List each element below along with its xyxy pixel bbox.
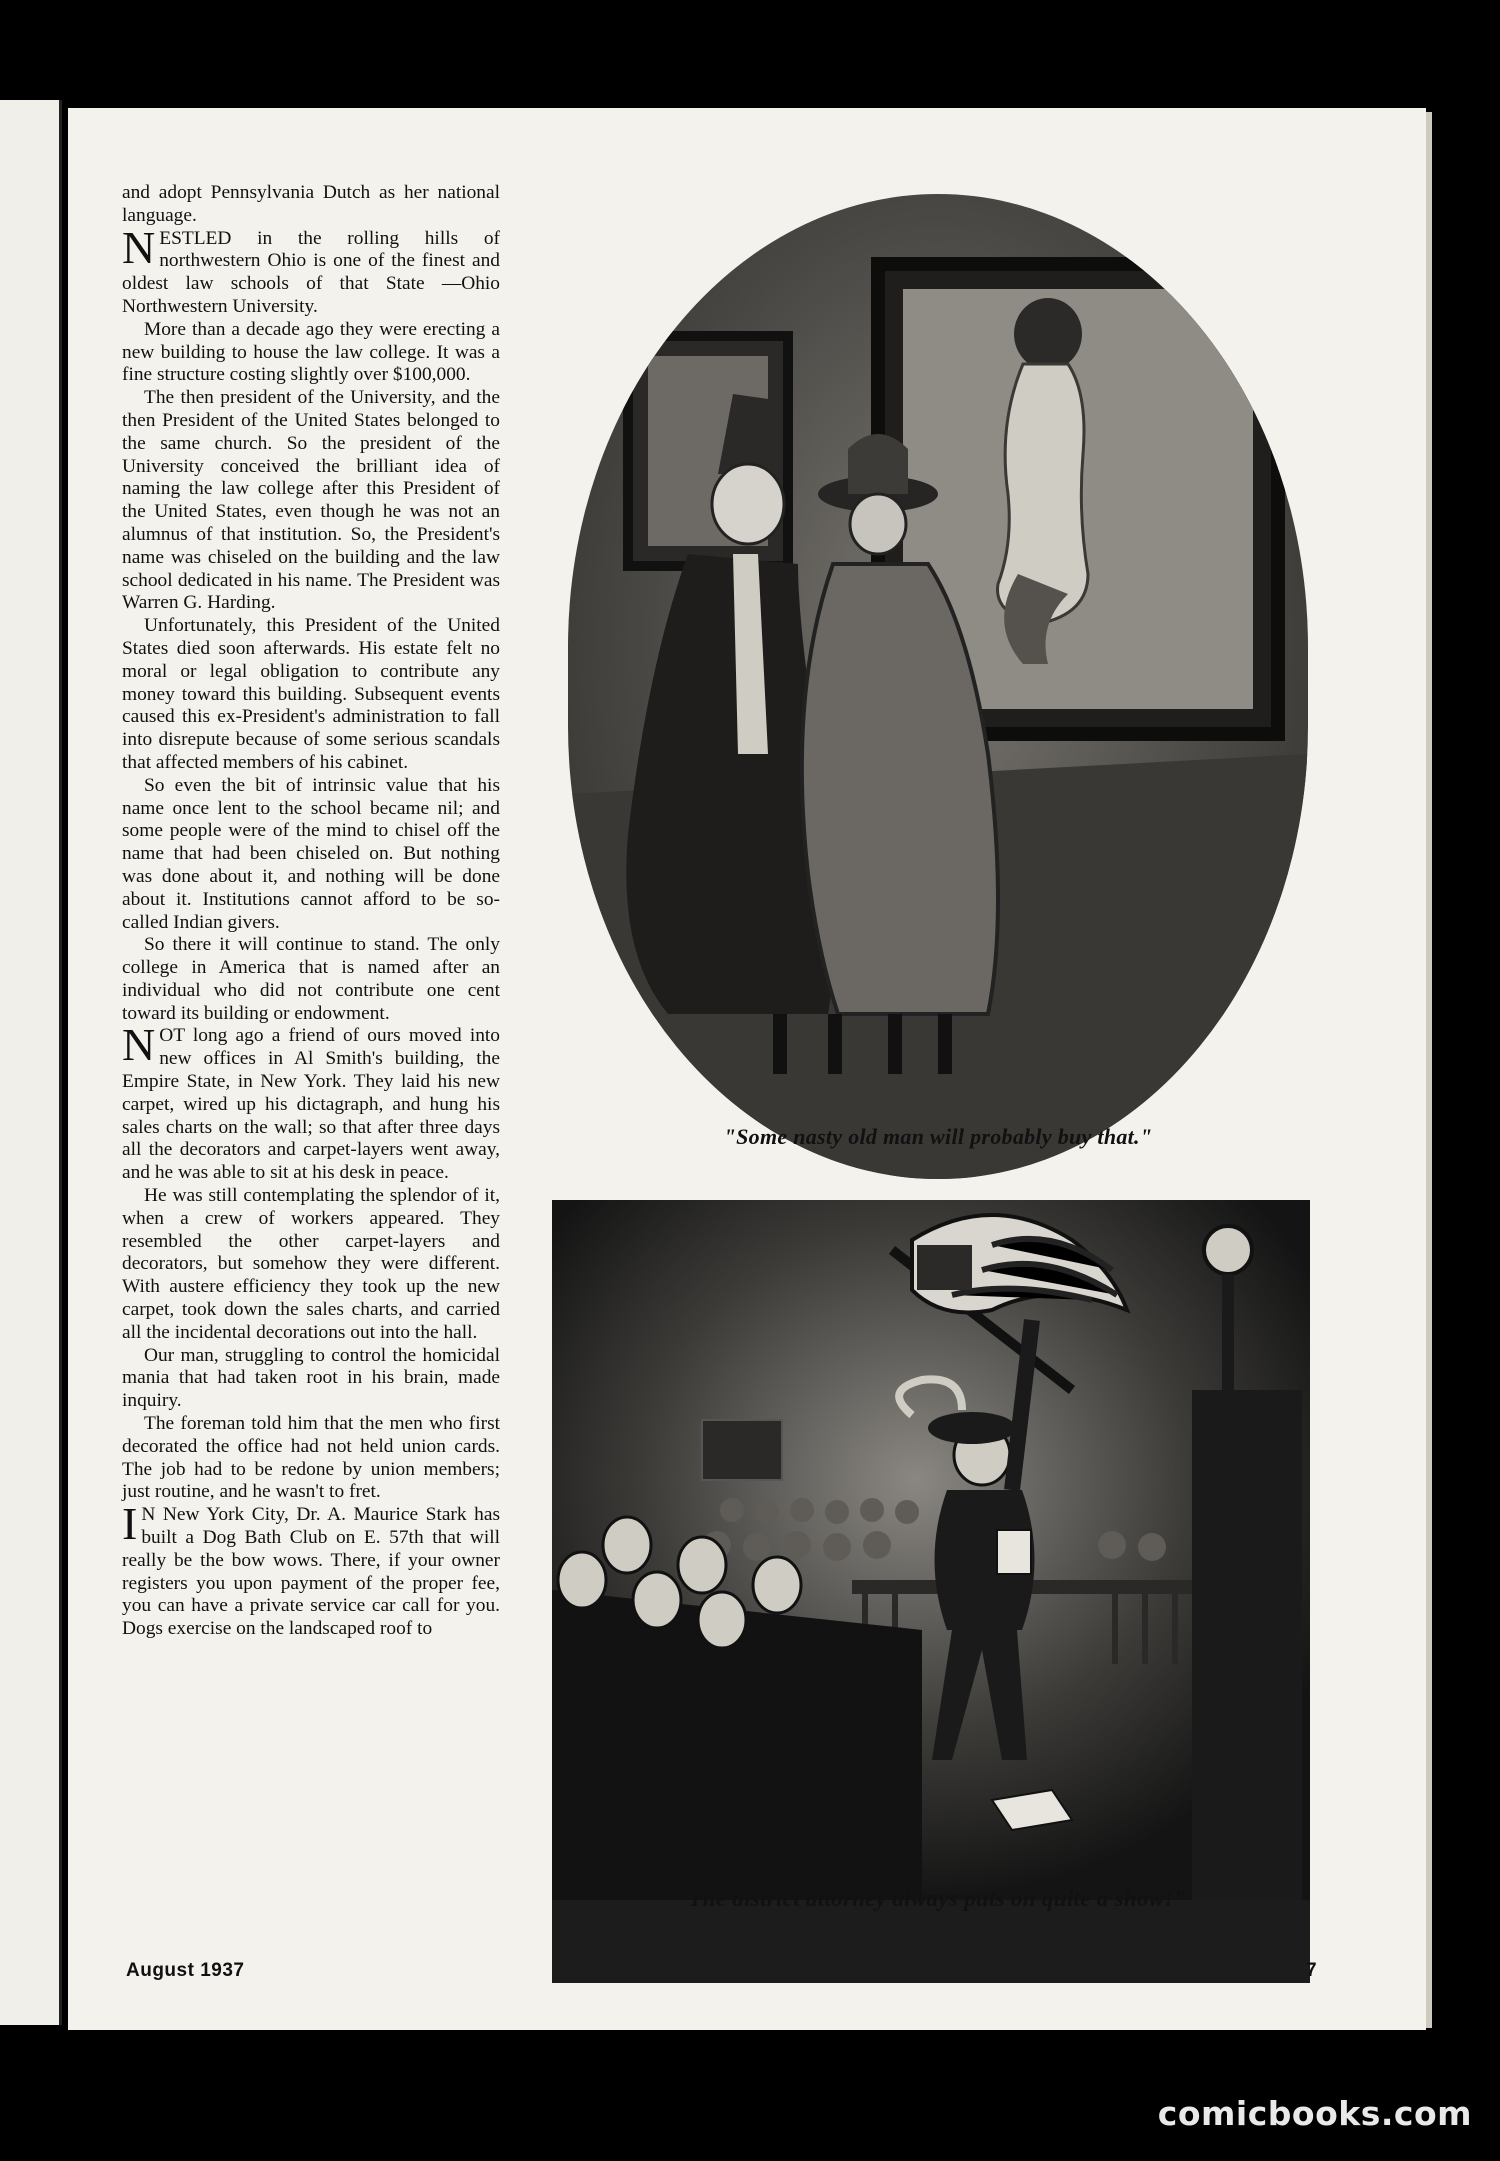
page-number: 7: [1306, 1960, 1317, 1981]
cartoon-gallery-drawing: [568, 194, 1308, 1179]
papers-in-hand: [997, 1530, 1031, 1574]
cartoon-courtroom: [552, 1200, 1310, 1983]
article-paragraph: and adopt Pennsylvania Dutch as her national language.: [122, 182, 500, 226]
magazine-page: [68, 108, 1426, 2030]
article-paragraph: So even the bit of intrinsic value that his name once lent to the school became nil; and some people were of the mind to chisel off the name that had been chiseled on. But nothing was done about it, and nothing will be done about it. Institutions cannot afford to be so-called Indian givers.: [122, 774, 500, 933]
article-paragraph: Unfortunately, this President of the United States died soon afterwards. His estate felt no moral or legal obligation to contribute any money toward this building. Subsequent events caused this ex-President's administration to fall into disrepute because of some serious scandals that affected members of his cabinet.: [122, 615, 500, 773]
cartoon-gallery: [568, 194, 1308, 1179]
gallery-illustration: [568, 194, 1308, 1179]
article-paragraph: He was still contemplating the splendor of it, when a crew of workers appeared. They resembled the other carpet-layers and decorators, but somehow they were different. With austere efficiency they took up the new carpet, took down the sales charts, and carried all the incidental decorations out into the hall.: [122, 1185, 500, 1343]
issue-date: August 1937: [126, 1960, 245, 1981]
article-paragraph: IN New York City, Dr. A. Maurice Stark has built a Dog Bath Club on E. 57th that will really be the bow wows. There, if your owner registers you upon payment of the proper fee, you can have a private service car call for you. Dogs exercise on the landscaped roof to: [122, 1498, 500, 1640]
previous-page-edge: [0, 100, 62, 2025]
article-paragraph: NOT long ago a friend of ours moved into new offices in Al Smith's building, the Empire State, in New York. They laid his new carpet, wired up his dictagraph, and hung his sales charts on the wall; so that after three days all the decorators and carpet-layers went away, and he was able to sit at his desk in peace.: [122, 1019, 500, 1184]
article-paragraph: Our man, struggling to control the homicidal mania that had taken root in his brain, made inquiry.: [122, 1344, 500, 1412]
article-paragraph: NESTLED in the rolling hills of northwestern Ohio is one of the finest and oldest law schools of that State —Ohio Northwestern University.: [122, 221, 500, 317]
courtroom-illustration: [552, 1200, 1310, 1900]
article-paragraph: So there it will continue to stand. The only college in America that is named after an individual who did not contribute one cent toward its building or endowment.: [122, 934, 500, 1024]
cartoon-gallery-caption: "Some nasty old man will probably buy that.": [723, 1124, 1153, 1149]
lamp-globe: [1204, 1226, 1252, 1274]
article-paragraph: More than a decade ago they were erecting a new building to house the law college. It was a fine structure costing slightly over $100,000.: [122, 318, 500, 386]
article-paragraph: The then president of the University, and the then President of the United States belonged to the same church. So the president of the University conceived the brilliant idea of naming the law college after this President of the United States, even though he was not an alumnus of that institution. So, the President's name was chiseled on the building and the law school dedicated in his name. The President was Warren G. Harding.: [122, 387, 500, 614]
page-shadow-edge: [1426, 112, 1432, 2028]
cartoon-courtroom-caption: "The district attorney always puts on quite a show!": [675, 1886, 1187, 1911]
site-watermark: comicbooks.com: [1157, 2094, 1472, 2133]
article-paragraph: The foreman told him that the men who first decorated the office had not held union cards. The job had to be redone by union members; just routine, and he wasn't to fret.: [122, 1413, 500, 1503]
article-column: [122, 182, 500, 1641]
